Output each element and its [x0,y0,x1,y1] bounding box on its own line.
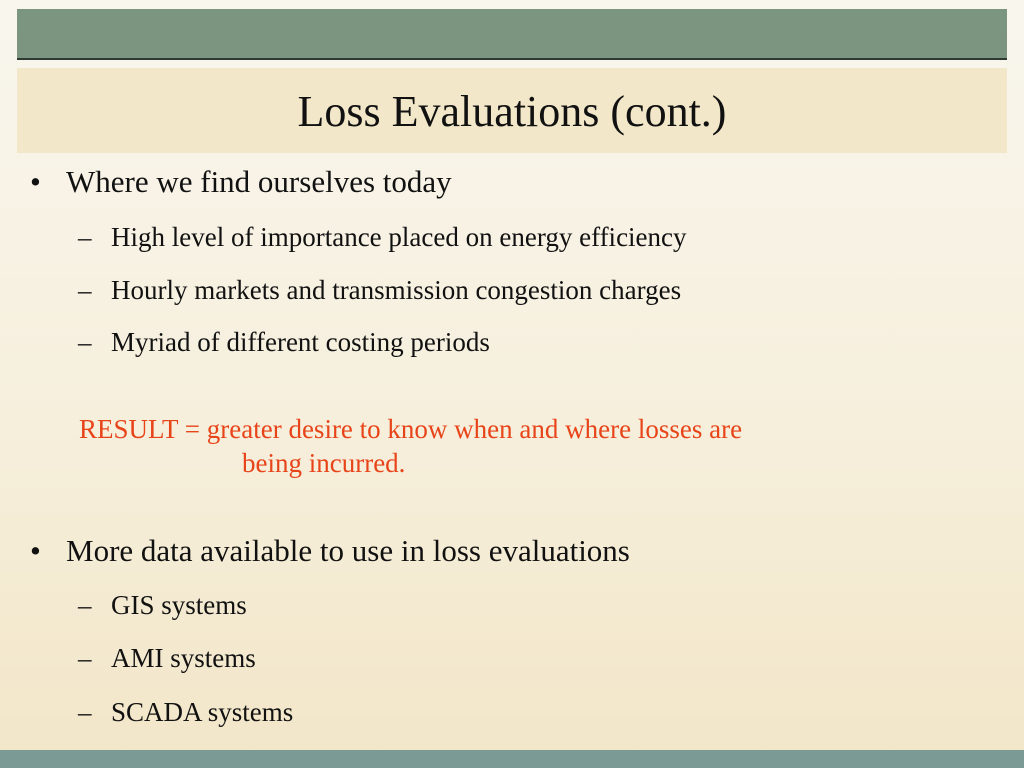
dash-marker: – [78,222,92,252]
dash-marker: – [78,275,92,305]
bullet-2-text: More data available to use in loss evaluations [66,533,630,568]
sub-bullet-text: Hourly markets and transmission congestion charges [111,275,682,305]
bullet-marker: • [30,533,41,568]
sub-bullet-text: GIS systems [111,590,247,620]
sub-bullet-text: High level of importance placed on energy efficiency [111,222,687,252]
slide-title: Loss Evaluations (cont.) [297,87,727,136]
bullet-1-text: Where we find ourselves today [66,164,452,199]
sub-bullet-text: SCADA systems [111,697,294,727]
footer-band [0,750,1024,768]
sub-bullet-text: Myriad of different costing periods [111,327,490,357]
result-line-1: RESULT = greater desire to know when and where losses are [79,414,743,444]
dash-marker: – [78,590,92,620]
dash-marker: – [78,327,92,357]
dash-marker: – [78,697,92,727]
result-statement [79,412,959,480]
result-line-2: being incurred. [242,448,406,478]
dash-marker: – [78,643,92,673]
sub-bullet-text: AMI systems [111,643,256,673]
bullet-marker: • [30,164,41,199]
